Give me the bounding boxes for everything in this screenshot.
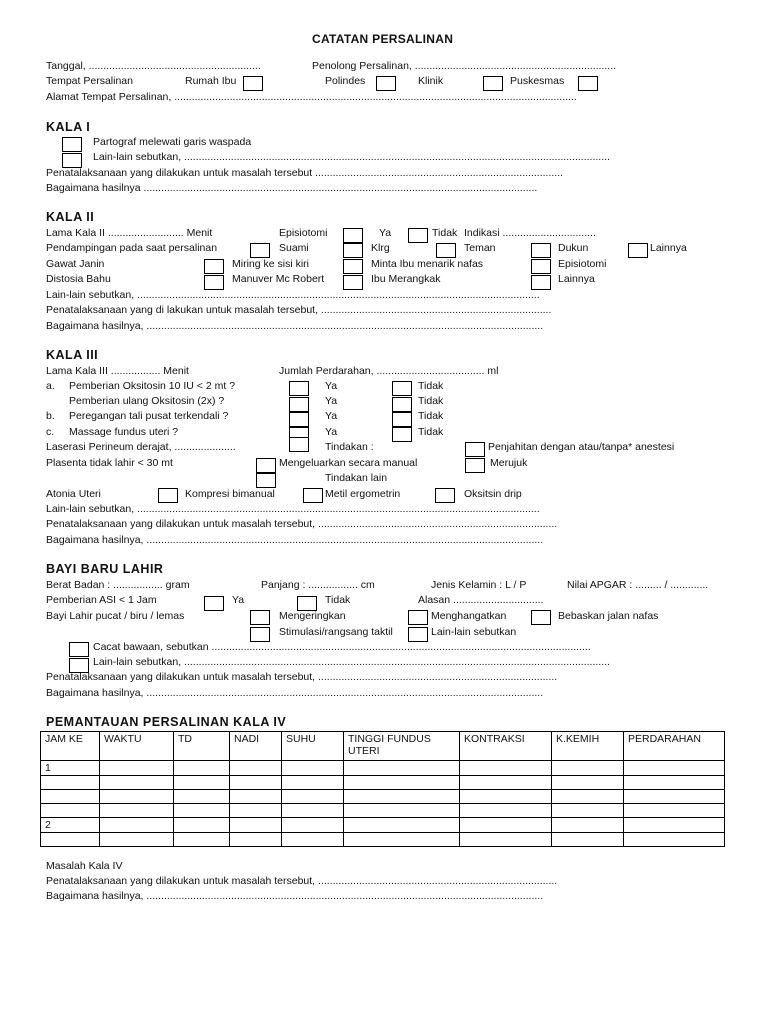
kala4-table — [40, 731, 725, 847]
peregangan-tidak-checkbox[interactable] — [392, 412, 412, 427]
manuver-label: Manuver Mc Robert — [232, 273, 325, 285]
kala1-heading: KALA I — [46, 120, 91, 134]
kala2-lain-field[interactable]: Lain-lain sebutkan, .......................................................................................................................................... — [46, 289, 540, 301]
table-cell[interactable] — [460, 804, 552, 818]
table-cell[interactable] — [41, 804, 100, 818]
table-cell[interactable] — [100, 804, 174, 818]
miring-checkbox[interactable] — [204, 259, 224, 274]
kala2-penatalaksanaan-field[interactable]: Penatalaksanaan yang di lakukan untuk masalah tersebut, ............................................................................... — [46, 304, 552, 316]
table-cell[interactable] — [460, 818, 552, 833]
table-cell[interactable] — [230, 790, 282, 804]
table-cell[interactable] — [624, 833, 725, 847]
bayi-heading: BAYI BARU LAHIR — [46, 562, 164, 576]
episiotomi-tidak-label: Tidak — [432, 227, 458, 239]
peregangan-label: Peregangan tali pusat terkendali ? — [69, 410, 229, 422]
laserasi-field[interactable]: Laserasi Perineum derajat, ..................... — [46, 441, 236, 453]
col-tinggi-fundus: TINGGI FUNDUS UTERI — [344, 732, 460, 761]
table-cell[interactable] — [100, 833, 174, 847]
rumah-ibu-checkbox[interactable] — [243, 76, 263, 91]
kala1-penatalaksanaan-field[interactable]: Penatalaksanaan yang dilakukan untuk masalah tersebut ..................................................................................... — [46, 167, 564, 179]
metil-checkbox[interactable] — [303, 488, 323, 503]
kala4-hasil-field[interactable]: Bagaimana hasilnya, ........................................................................................................................................ — [46, 890, 544, 902]
table-row — [41, 776, 725, 790]
table-cell[interactable] — [230, 818, 282, 833]
table-cell[interactable] — [282, 833, 344, 847]
table-cell[interactable] — [230, 761, 282, 776]
table-cell[interactable] — [460, 790, 552, 804]
ulang-ya-label: Ya — [325, 395, 338, 407]
manuver-checkbox[interactable] — [204, 275, 224, 290]
pucat-label: Bayi Lahir pucat / biru / lemas — [46, 610, 185, 622]
table-cell[interactable]: 2 — [41, 818, 100, 833]
table-cell[interactable] — [100, 761, 174, 776]
table-row — [41, 818, 725, 833]
plasenta-label: Plasenta tidak lahir < 30 mt — [46, 457, 173, 469]
oksitosin-tidak-label: Tidak — [418, 380, 444, 392]
kala1-hasil-field[interactable]: Bagaimana hasilnya ....................................................................................................................................... — [46, 182, 538, 194]
polindes-label: Polindes — [325, 75, 366, 87]
table-cell[interactable] — [624, 818, 725, 833]
menghangatkan-checkbox[interactable] — [408, 610, 428, 625]
kala4-penatalaksanaan-field[interactable]: Penatalaksanaan yang dilakukan untuk masalah tersebut, .................................................................................. — [46, 875, 558, 887]
berat-badan-field[interactable]: Berat Badan : ................. gram — [46, 579, 190, 591]
rumah-ibu-label: Rumah Ibu — [185, 75, 237, 87]
table-cell[interactable] — [624, 790, 725, 804]
kala4-heading: PEMANTAUAN PERSALINAN KALA IV — [46, 715, 287, 729]
oksitosin-tidak-checkbox[interactable] — [392, 381, 412, 396]
table-cell[interactable] — [552, 776, 624, 790]
partograf-checkbox[interactable] — [62, 137, 82, 152]
apgar-field[interactable]: Nilai APGAR : ......... / ............. — [567, 579, 709, 591]
episiotomi-tidak-checkbox[interactable] — [408, 228, 428, 243]
table-cell[interactable] — [460, 761, 552, 776]
tempat-persalinan-label: Tempat Persalinan — [46, 75, 133, 87]
episiotomi2-checkbox[interactable] — [531, 259, 551, 274]
merujuk-checkbox[interactable] — [465, 458, 485, 473]
kala1-lain-checkbox[interactable] — [62, 153, 82, 168]
ibu-merangkak-checkbox[interactable] — [343, 275, 363, 290]
mengeringkan-checkbox[interactable] — [250, 610, 270, 625]
kala2-lama-field[interactable]: Lama Kala II .......................... Menit — [46, 227, 213, 239]
table-cell[interactable] — [174, 818, 230, 833]
tanggal-field[interactable]: Tanggal, ........................................................... — [46, 60, 261, 72]
col-td: TD — [174, 732, 230, 761]
bayi-penatalaksanaan-field[interactable]: Penatalaksanaan yang dilakukan untuk masalah tersebut, .................................................................................. — [46, 671, 558, 683]
kala3-lain-field[interactable]: Lain-lain sebutkan, .......................................................................................................................................... — [46, 503, 540, 515]
kala3-hasil-field[interactable]: Bagaimana hasilnya, ........................................................................................................................................ — [46, 534, 544, 546]
col-perdarahan: PERDARAHAN — [624, 732, 725, 761]
masalah-kala4-label: Masalah Kala IV — [46, 860, 123, 872]
distosia-lainnya-checkbox[interactable] — [531, 275, 551, 290]
pendamping-lainnya-checkbox[interactable] — [628, 243, 648, 258]
minta-ibu-checkbox[interactable] — [343, 259, 363, 274]
table-cell[interactable] — [282, 818, 344, 833]
table-cell[interactable] — [344, 761, 460, 776]
table-cell[interactable] — [100, 818, 174, 833]
kompresi-label: Kompresi bimanual — [185, 488, 275, 500]
table-row — [41, 833, 725, 847]
table-cell[interactable] — [100, 790, 174, 804]
kala2-heading: KALA II — [46, 210, 95, 224]
ulang-tidak-label: Tidak — [418, 395, 444, 407]
table-cell[interactable] — [344, 833, 460, 847]
teman-checkbox[interactable] — [436, 243, 456, 258]
bayi-lain-sebutkan-label: Lain-lain sebutkan — [431, 626, 517, 638]
oksitosin-ya-label: Ya — [325, 380, 338, 392]
suami-checkbox[interactable] — [250, 243, 270, 258]
massage-tidak-checkbox[interactable] — [392, 427, 412, 442]
jenis-kelamin-field[interactable]: Jenis Kelamin : L / P — [431, 579, 527, 591]
col-kontraksi: KONTRAKSI — [460, 732, 552, 761]
klinik-checkbox[interactable] — [483, 76, 503, 91]
table-cell[interactable] — [460, 776, 552, 790]
item-a-label: a. — [46, 380, 55, 392]
stimulasi-label: Stimulasi/rangsang taktil — [279, 626, 393, 638]
oksitosin-ya-checkbox[interactable] — [289, 381, 309, 396]
bebaskan-checkbox[interactable] — [531, 610, 551, 625]
panjang-field[interactable]: Panjang : ................. cm — [261, 579, 375, 591]
ulang-ya-checkbox[interactable] — [289, 397, 309, 412]
table-cell[interactable] — [100, 776, 174, 790]
col-kkemih: K.KEMIH — [552, 732, 624, 761]
bayi-lain-sebutkan-checkbox[interactable] — [408, 627, 428, 642]
laserasi-checkbox[interactable] — [289, 437, 309, 452]
item-b-label: b. — [46, 410, 55, 422]
metil-label: Metil ergometrin — [325, 488, 401, 500]
table-row — [41, 790, 725, 804]
episiotomi-ya-label: Ya — [379, 227, 392, 239]
table-row — [41, 761, 725, 776]
table-cell[interactable] — [344, 776, 460, 790]
oksitosin-ulang-label: Pemberian ulang Oksitosin (2x) ? — [69, 395, 225, 407]
asi-ya-label: Ya — [232, 594, 245, 606]
kompresi-checkbox[interactable] — [158, 488, 178, 503]
table-cell[interactable] — [41, 790, 100, 804]
table-cell[interactable] — [174, 790, 230, 804]
mengeringkan-label: Mengeringkan — [279, 610, 346, 622]
ibu-merangkak-label: Ibu Merangkak — [371, 273, 441, 285]
peregangan-ya-checkbox[interactable] — [289, 412, 309, 427]
klinik-label: Klinik — [418, 75, 444, 87]
peregangan-ya-label: Ya — [325, 410, 338, 422]
col-waktu: WAKTU — [100, 732, 174, 761]
ulang-tidak-checkbox[interactable] — [392, 397, 412, 412]
page-title: CATATAN PERSALINAN — [312, 32, 454, 46]
table-cell[interactable] — [230, 776, 282, 790]
tindakan-label: Tindakan : — [325, 441, 374, 453]
kala2-hasil-field[interactable]: Bagaimana hasilnya, ........................................................................................................................................ — [46, 320, 544, 332]
alasan-field[interactable]: Alasan ............................... — [418, 594, 544, 606]
table-cell[interactable] — [460, 833, 552, 847]
table-cell[interactable] — [41, 776, 100, 790]
klrg-checkbox[interactable] — [343, 243, 363, 258]
table-cell[interactable] — [282, 804, 344, 818]
pendamping-lainnya-label: Lainnya — [650, 242, 687, 254]
merujuk-label: Merujuk — [490, 457, 528, 469]
cacat-field[interactable]: Cacat bawaan, sebutkan .................................................................................................................................. — [93, 641, 591, 653]
bayi-hasil-field[interactable]: Bagaimana hasilnya, ........................................................................................................................................ — [46, 687, 544, 699]
table-cell[interactable] — [282, 776, 344, 790]
menghangatkan-label: Menghangatkan — [431, 610, 507, 622]
oksitsin-drip-label: Oksitsin drip — [464, 488, 522, 500]
dukun-checkbox[interactable] — [531, 243, 551, 258]
asi-tidak-checkbox[interactable] — [297, 596, 317, 611]
table-cell[interactable] — [552, 790, 624, 804]
table-cell[interactable] — [552, 761, 624, 776]
asi-tidak-label: Tidak — [325, 594, 351, 606]
table-cell[interactable] — [624, 761, 725, 776]
item-c-label: c. — [46, 426, 55, 438]
massage-ya-label: Ya — [325, 426, 338, 438]
asi-label: Pemberian ASI < 1 Jam — [46, 594, 157, 606]
mengeluarkan-checkbox[interactable] — [256, 458, 276, 473]
table-cell[interactable] — [552, 818, 624, 833]
mengeluarkan-label: Mengeluarkan secara manual — [279, 457, 418, 469]
penjahitan-label: Penjahitan dengan atau/tanpa* anestesi — [488, 441, 675, 453]
col-suhu: SUHU — [282, 732, 344, 761]
kala4-header-row — [41, 732, 725, 761]
puskesmas-label: Puskesmas — [510, 75, 565, 87]
episiotomi-label: Episiotomi — [279, 227, 328, 239]
oksitosin-label: Pemberian Oksitosin 10 IU < 2 mt ? — [69, 380, 236, 392]
table-cell[interactable] — [624, 776, 725, 790]
tindakan-lain-checkbox[interactable] — [256, 473, 276, 488]
table-cell[interactable] — [344, 790, 460, 804]
table-cell[interactable] — [174, 761, 230, 776]
table-cell[interactable] — [552, 833, 624, 847]
pendampingan-label: Pendampingan pada saat persalinan — [46, 242, 218, 254]
table-cell[interactable] — [282, 790, 344, 804]
alamat-field[interactable]: Alamat Tempat Persalinan, .......................................................................................................................................... — [46, 91, 577, 103]
partograf-label: Partograf melewati garis waspada — [93, 136, 252, 148]
massage-label: Massage fundus uteri ? — [69, 426, 179, 438]
stimulasi-checkbox[interactable] — [250, 627, 270, 642]
table-cell[interactable] — [624, 804, 725, 818]
polindes-checkbox[interactable] — [376, 76, 396, 91]
atonia-label: Atonia Uteri — [46, 488, 101, 500]
bebaskan-label: Bebaskan jalan nafas — [558, 610, 659, 622]
episiotomi-ya-checkbox[interactable] — [343, 228, 363, 243]
episiotomi2-label: Episiotomi — [558, 258, 607, 270]
kala1-lain-field[interactable]: Lain-lain sebutkan, .................................................................................................................................................. — [93, 151, 610, 163]
penjahitan-checkbox[interactable] — [465, 442, 485, 457]
peregangan-tidak-label: Tidak — [418, 410, 444, 422]
col-nadi: NADI — [230, 732, 282, 761]
table-row — [41, 804, 725, 818]
suami-label: Suami — [279, 242, 309, 254]
distosia-label: Distosia Bahu — [46, 273, 111, 285]
miring-label: Miring ke sisi kiri — [232, 258, 310, 270]
table-cell[interactable] — [344, 804, 460, 818]
minta-ibu-label: Minta Ibu menarik nafas — [371, 258, 484, 270]
table-cell[interactable] — [282, 761, 344, 776]
table-cell[interactable] — [552, 804, 624, 818]
massage-tidak-label: Tidak — [418, 426, 444, 438]
oksitsin-drip-checkbox[interactable] — [435, 488, 455, 503]
indikasi-field[interactable]: Indikasi ................................ — [464, 227, 596, 239]
penolong-field[interactable]: Penolong Persalinan, ..................................................................... — [312, 60, 617, 72]
kala3-heading: KALA III — [46, 348, 99, 362]
table-cell[interactable] — [174, 833, 230, 847]
teman-label: Teman — [464, 242, 496, 254]
col-jam-ke: JAM KE — [41, 732, 100, 761]
bayi-lain-field[interactable]: Lain-lain sebutkan, .................................................................................................................................................. — [93, 656, 610, 668]
distosia-lainnya-label: Lainnya — [558, 273, 595, 285]
kala3-lama-field[interactable]: Lama Kala III ................. Menit — [46, 365, 189, 377]
jumlah-perdarahan-field[interactable]: Jumlah Perdarahan, ..................................... ml — [279, 365, 499, 377]
table-cell[interactable]: 1 — [41, 761, 100, 776]
asi-ya-checkbox[interactable] — [204, 596, 224, 611]
table-cell[interactable] — [174, 804, 230, 818]
table-cell[interactable] — [344, 818, 460, 833]
gawat-janin-label: Gawat Janin — [46, 258, 105, 270]
klrg-label: Klrg — [371, 242, 390, 254]
table-cell[interactable] — [230, 833, 282, 847]
table-cell[interactable] — [174, 776, 230, 790]
table-cell[interactable] — [230, 804, 282, 818]
puskesmas-checkbox[interactable] — [578, 76, 598, 91]
dukun-label: Dukun — [558, 242, 589, 254]
tindakan-lain-label: Tindakan lain — [325, 472, 388, 484]
kala3-penatalaksanaan-field[interactable]: Penatalaksanaan yang dilakukan untuk masalah tersebut, .................................................................................. — [46, 518, 558, 530]
cacat-checkbox[interactable] — [69, 642, 89, 657]
table-cell[interactable] — [41, 833, 100, 847]
